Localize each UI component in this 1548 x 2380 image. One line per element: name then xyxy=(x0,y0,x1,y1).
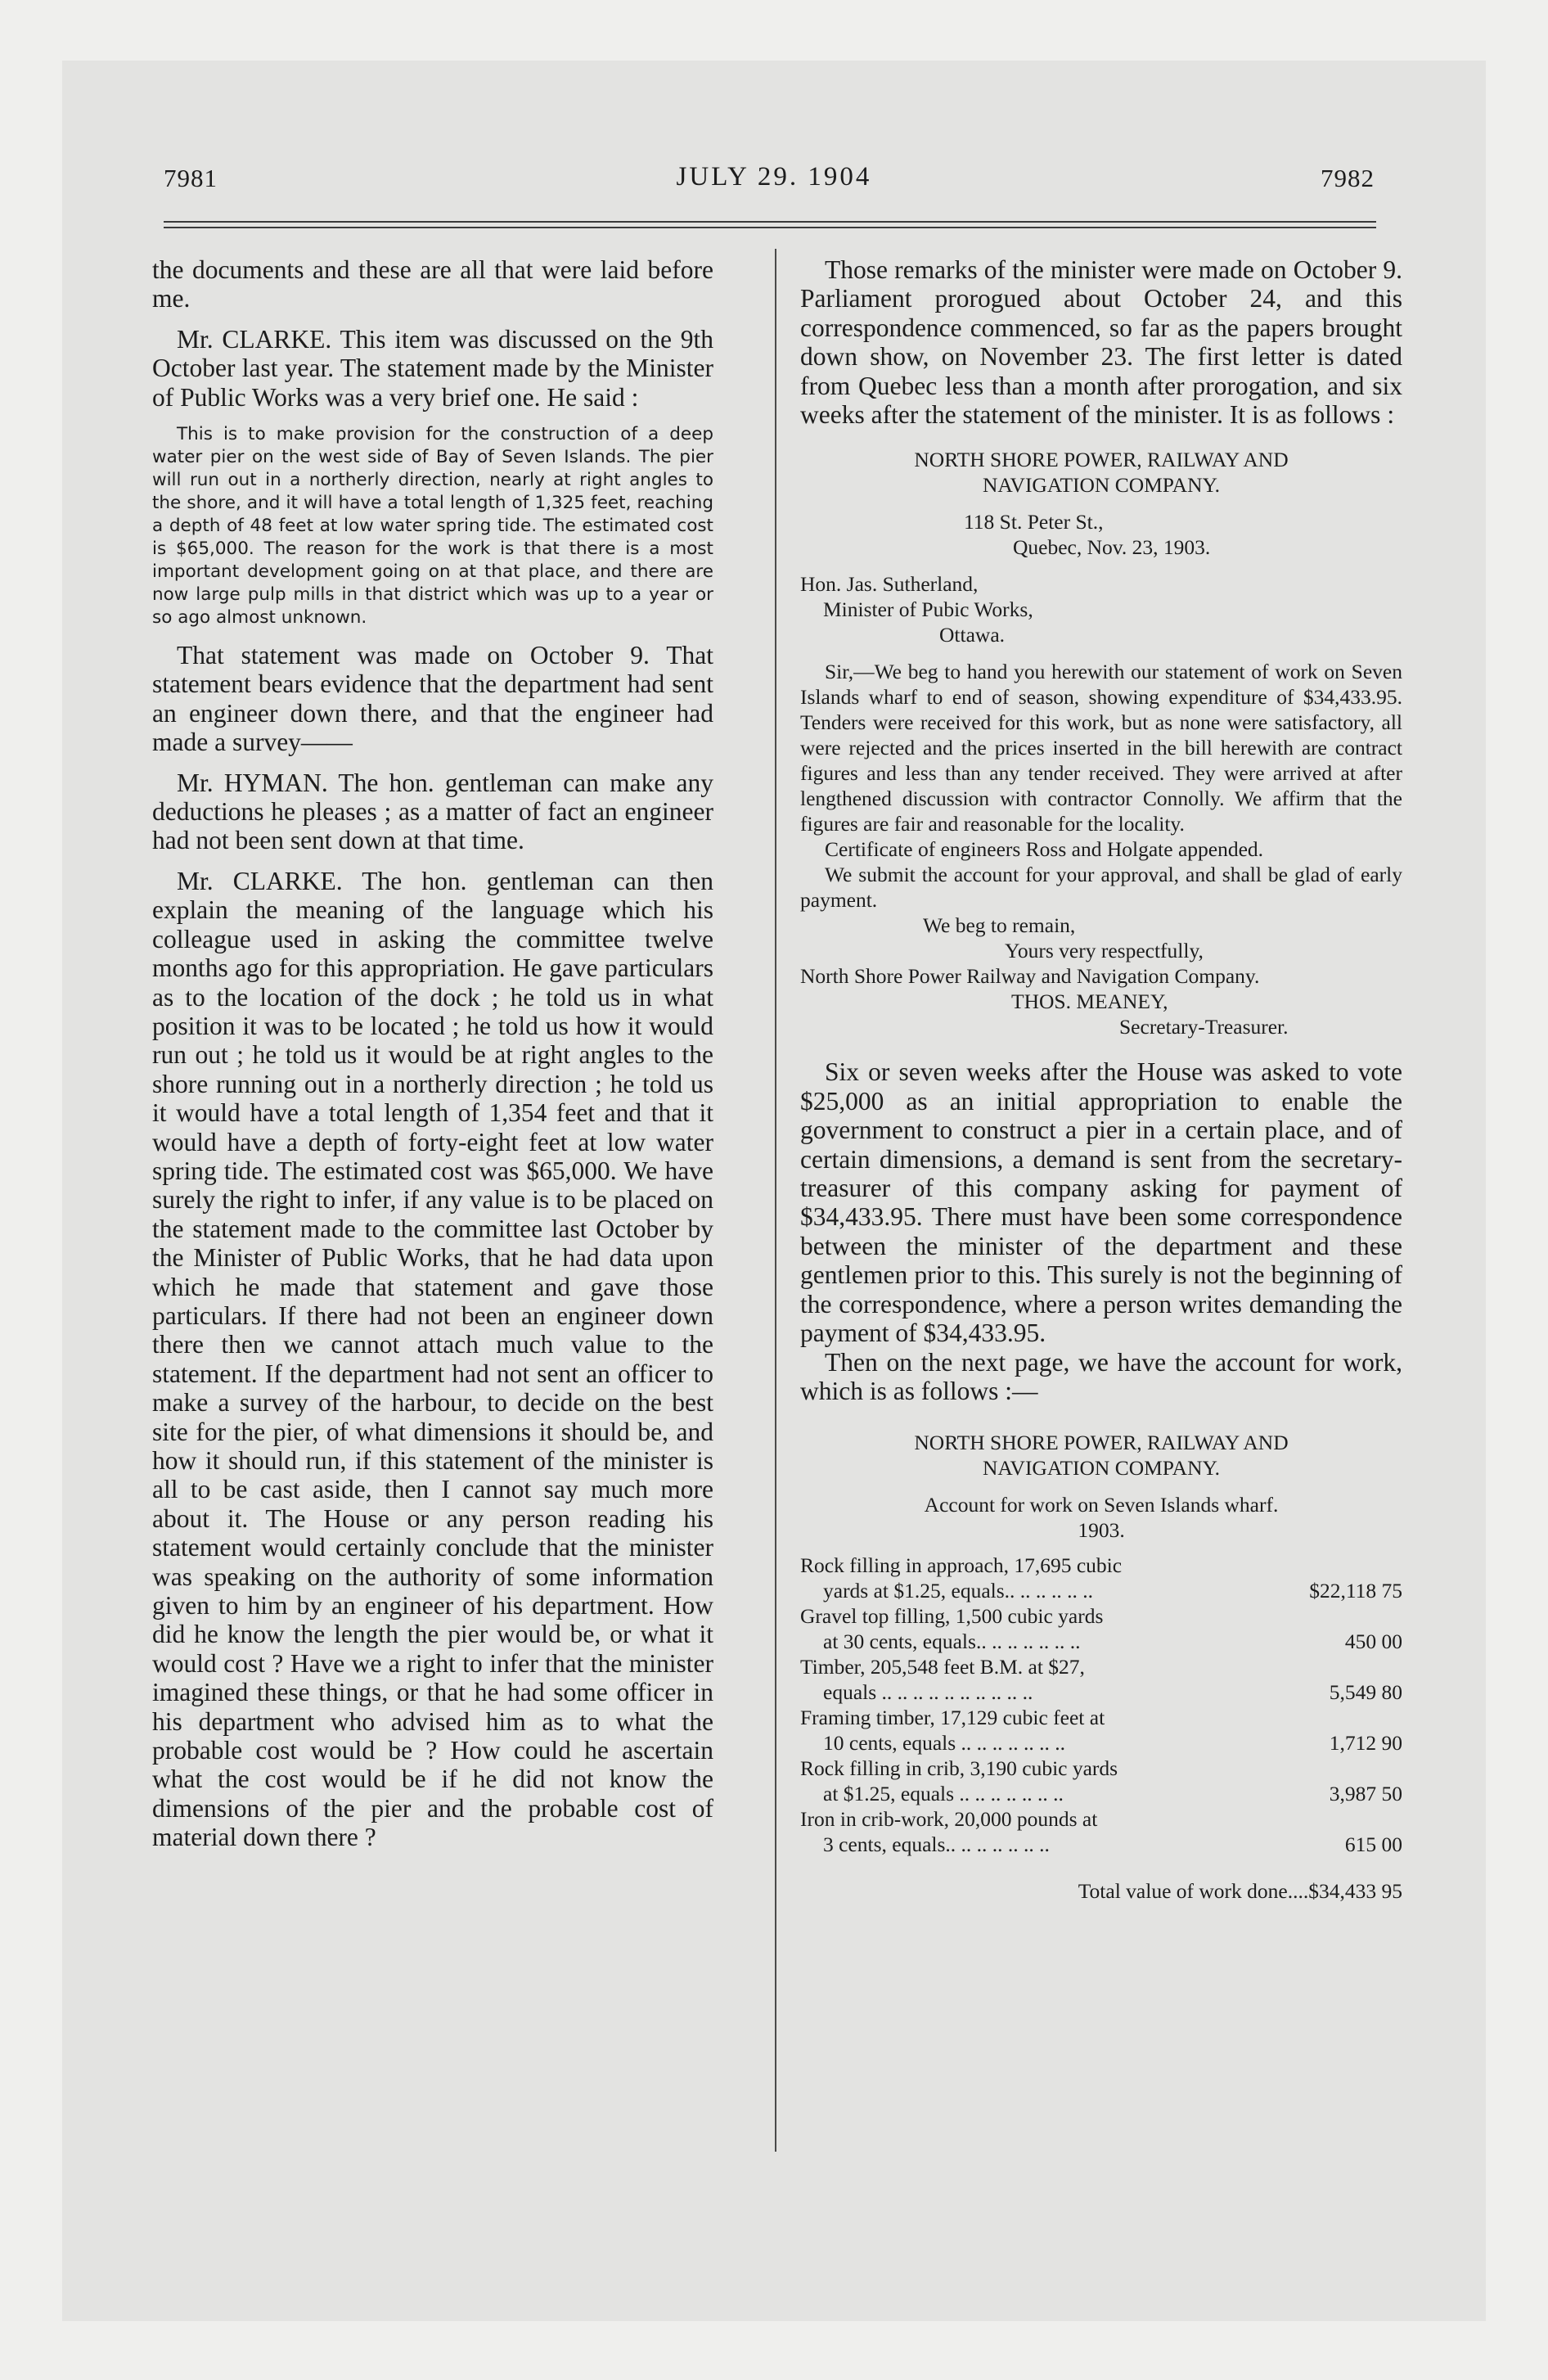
account-item-amount: 3,987 50 xyxy=(1329,1782,1402,1806)
letter-signature: THOS. MEANEY, xyxy=(1011,989,1168,1014)
account-item xyxy=(800,1705,1402,1756)
account-item-desc: Iron in crib-work, 20,000 pounds at xyxy=(800,1807,1098,1832)
paragraph: That statement was made on October 9. That statement bears evidence that the department had sent an engineer down there, and that the engineer had made a survey—— xyxy=(152,641,713,757)
account-item-desc: at 30 cents, equals.. .. .. .. .. .. .. xyxy=(823,1629,1081,1654)
paragraph: the documents and these are all that were laid before me. xyxy=(152,255,713,313)
account-items xyxy=(800,1553,1402,1857)
account-total: Total value of work done....$34,433 95 xyxy=(1078,1879,1402,1904)
account-item-desc: Gravel top filling, 1,500 cubic yards xyxy=(800,1604,1104,1629)
account-item-desc: 3 cents, equals.. .. .. .. .. .. .. xyxy=(823,1832,1050,1857)
header-rule-double xyxy=(164,227,1376,228)
account-item-amount: $22,118 75 xyxy=(1309,1579,1402,1603)
letter-body: Certificate of engineers Ross and Holgate appended. xyxy=(825,837,1264,862)
letter xyxy=(800,447,1402,1039)
header-rule xyxy=(164,221,1376,223)
page-number-right: 7982 xyxy=(1321,164,1375,192)
letter-date: Quebec, Nov. 23, 1903. xyxy=(1013,535,1211,560)
letter-company-heading: NORTH SHORE POWER, RAILWAY AND xyxy=(914,448,1289,472)
account-item-amount: 5,549 80 xyxy=(1329,1680,1402,1705)
account-item xyxy=(800,1603,1402,1654)
page xyxy=(62,61,1486,2321)
letter-closing: Yours very respectfully, xyxy=(1005,939,1204,963)
letter-recipient: Ottawa. xyxy=(939,623,1006,647)
account-item-desc: yards at $1.25, equals.. .. .. .. .. .. xyxy=(823,1579,1094,1603)
page-number-left: 7981 xyxy=(164,164,218,192)
account-item xyxy=(800,1654,1402,1705)
paragraph: Six or seven weeks after the House was asked to vote $25,000 as an initial appropriation to enable the government to construct a pier in a certain place, and of certain dimensions, a demand is sent from the secretary-treasurer of this company asking for payment of $34,433.95. There must have been some correspondence between the minister of the department and these gentlemen prior to this. This surely is not the beginning of the correspondence, where a person writes demanding the payment of $34,433.95. xyxy=(800,1057,1402,1348)
letter-closing: North Shore Power Railway and Navigation Company. xyxy=(800,964,1260,989)
paragraph: Then on the next page, we have the account for work, which is as follows :— xyxy=(800,1347,1402,1405)
paragraph: Those remarks of the minister were made on October 9. Parliament prorogued about October 24, and this correspondence commenced, so far as the papers brought down show, on November 23. The first letter is dated from Quebec less than a month after prorogation, and six weeks after the statement of the minister. It is as follows : xyxy=(800,255,1402,430)
account-item-desc: 10 cents, equals .. .. .. .. .. .. .. xyxy=(823,1731,1066,1756)
speech-clarke: Mr. CLARKE. This item was discussed on the 9th October last year. The statement made by the Minister of Public Works was a very brief one. He said : xyxy=(152,324,713,412)
speech-hyman: Mr. HYMAN. The hon. gentleman can make any deductions he pleases ; as a matter of fact an engineer had not been sent down at that time. xyxy=(152,768,713,855)
speech-clarke: Mr. CLARKE. The hon. gentleman can then explain the meaning of the language which his colleague used in asking the committee twelve months ago for this appropriation. He gave particulars as to the location of the dock ; he told us in what position it was to be located ; he told us how it would run out ; he told us it would be at right angles to the shore running out in a northerly direction ; he told us it would have a total length of 1,354 feet and that it would have a depth of forty-eight feet at low water spring tide. The estimated cost was $65,000. We have surely the right to infer, if any value is to be placed on the statement made to the committee last October by the Minister of Public Works, that he had data upon which he made that statement and gave those particulars. If there had not been an engineer down there then we cannot attach much value to the statement. If the department had not sent an officer to make a survey of the harbour, to decide on the best site for the pier, of what dimensions it should be, and how it should run, if this statement of the minister is all to be cast aside, then I cannot say much more about it. The House or any person reading his statement would certainly conclude that the minister was speaking on the authority of some information given to him by an engineer of his department. How did he know the length the pier would be, or what it would cost ? Have we a right to infer that the minister imagined these things, or that he had some officer in his department who advised him as to what the probable cost would be ? How could he ascertain what the cost would be if he did not know the dimensions of the pier and the probable cost of material down there ? xyxy=(152,866,713,1852)
letter-signature: Secretary-Treasurer. xyxy=(1119,1015,1289,1039)
column-divider xyxy=(775,249,776,2152)
account-year: 1903. xyxy=(1078,1518,1125,1543)
letter-address: 118 St. Peter St., xyxy=(964,510,1104,534)
account-item xyxy=(800,1553,1402,1603)
account-item xyxy=(800,1806,1402,1857)
account-item-desc: at $1.25, equals .. .. .. .. .. .. .. xyxy=(823,1782,1064,1806)
letter-body: We submit the account for your approval, and shall be glad of early payment. xyxy=(800,863,1402,913)
account-item-desc: Framing timber, 17,129 cubic feet at xyxy=(800,1706,1105,1730)
letter-body: Sir,—We beg to hand you herewith our statement of work on Seven Islands wharf to end of season, showing expenditure of $34,433.95. Tenders were received for this work, but as none were satisfactory, all were rejected and the prices inserted in the bill herewith are contract figures and less than any tender received. They were arrived at after lengthened discussion with contractor Connolly. We affirm that the figures are fair and reasonable for the locality. xyxy=(800,660,1402,836)
account-item xyxy=(800,1756,1402,1806)
account-item-amount: 615 00 xyxy=(1344,1832,1402,1857)
account-company-heading: NORTH SHORE POWER, RAILWAY AND xyxy=(914,1431,1289,1455)
left-column xyxy=(152,255,713,1852)
account xyxy=(800,1430,1402,1904)
letter-recipient: Hon. Jas. Sutherland, xyxy=(800,572,979,597)
letter-company-heading: NAVIGATION COMPANY. xyxy=(982,473,1220,498)
letter-closing: We beg to remain, xyxy=(923,913,1076,938)
account-company-heading: NAVIGATION COMPANY. xyxy=(982,1456,1220,1481)
account-item-desc: Rock filling in approach, 17,695 cubic xyxy=(800,1553,1123,1578)
right-column xyxy=(800,255,1402,1904)
account-title: Account for work on Seven Islands wharf. xyxy=(924,1493,1279,1517)
account-item-desc: Timber, 205,548 feet B.M. at $27, xyxy=(800,1655,1085,1679)
quoted-statement: This is to make provision for the construction of a deep water pier on the west side of Bay of Seven Islands. The pier will run out in a northerly direction, nearly at right angles to the shore, and it will have a total length of 1,325 feet, reaching a depth of 48 feet at low water spring tide. The estimated cost is $65,000. The reason for the work is that there is a most important development going on at that place, and there are now large pulp mills in that district which was up to a year or so ago almost unknown. xyxy=(152,424,713,629)
letter-recipient: Minister of Pubic Works, xyxy=(823,597,1033,622)
account-item-amount: 1,712 90 xyxy=(1329,1731,1402,1756)
account-item-desc: equals .. .. .. .. .. .. .. .. .. .. xyxy=(823,1680,1033,1705)
account-item-desc: Rock filling in crib, 3,190 cubic yards xyxy=(800,1756,1118,1781)
running-title: JULY 29. 1904 xyxy=(676,162,872,192)
account-item-amount: 450 00 xyxy=(1344,1629,1402,1654)
